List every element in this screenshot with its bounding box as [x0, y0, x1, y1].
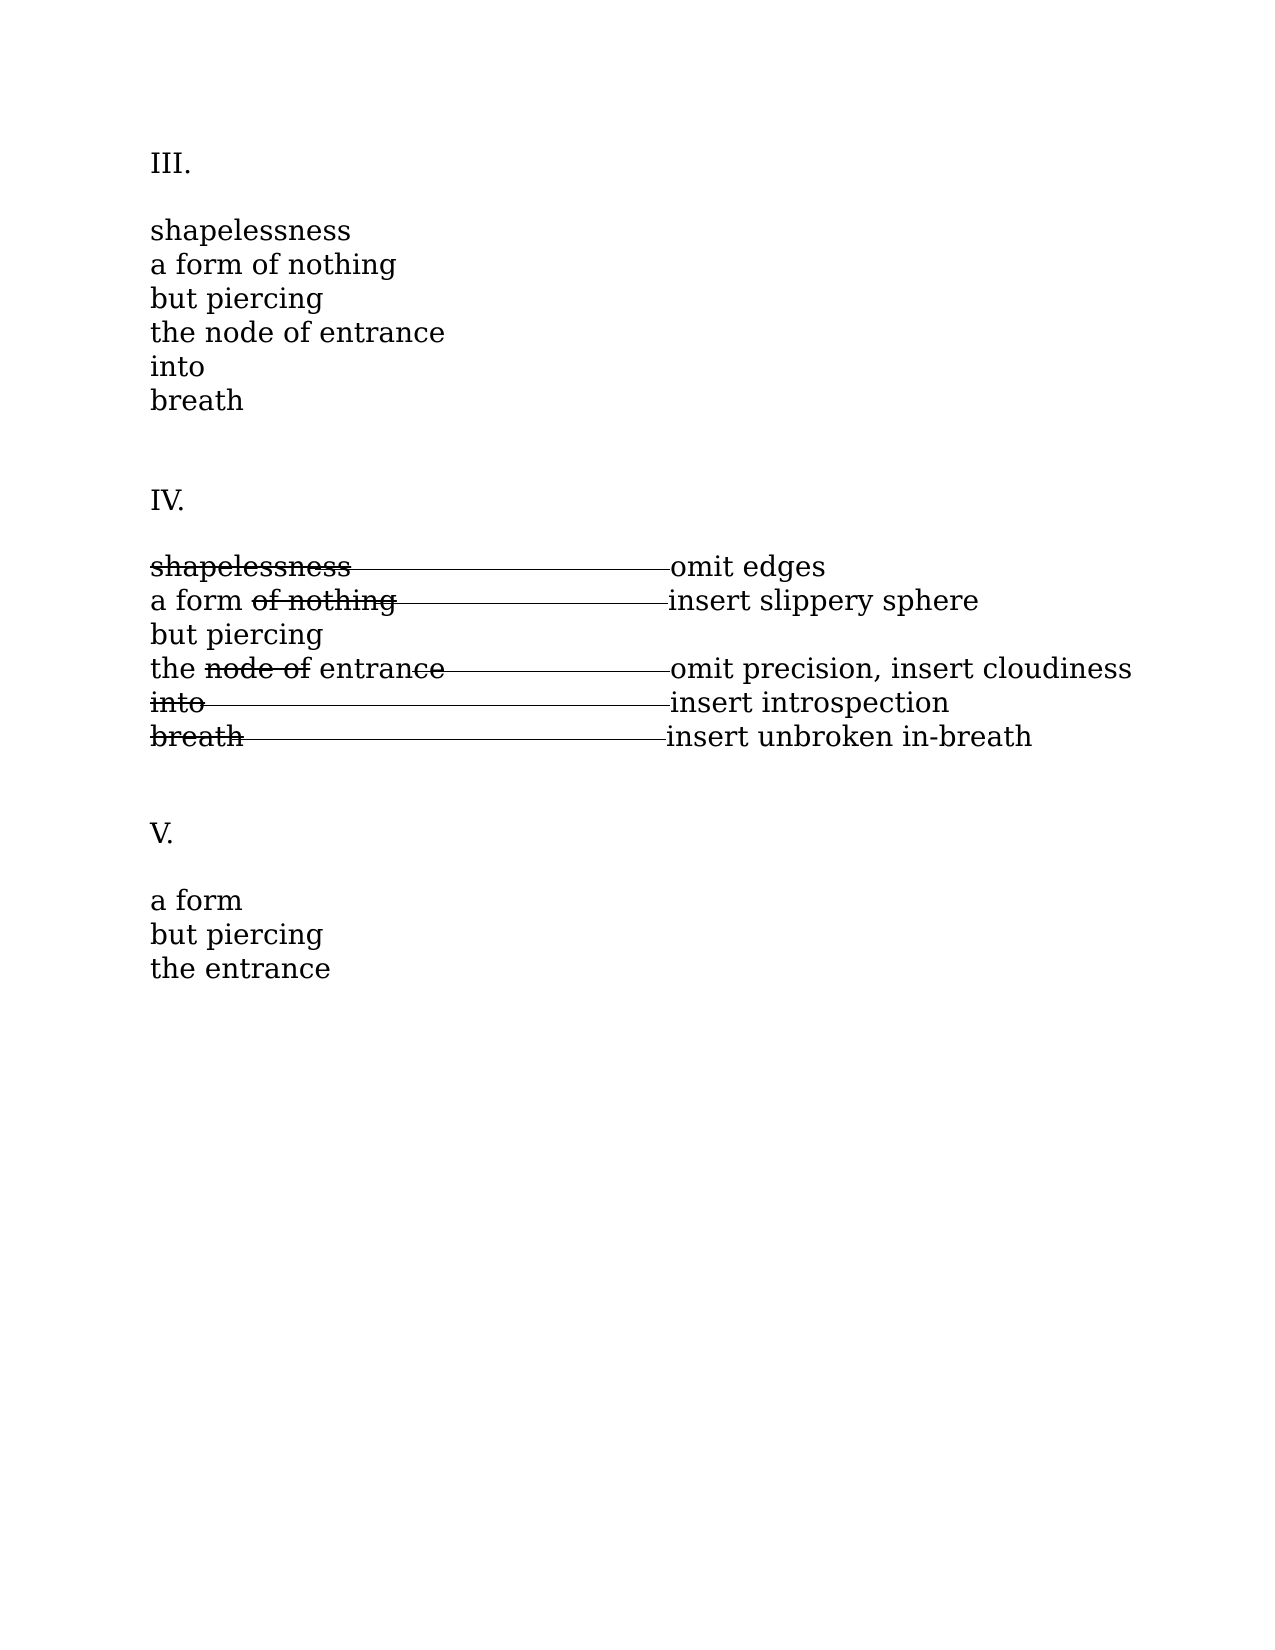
struck-text: breath — [150, 720, 244, 753]
edit-row-3-text: but piercing — [150, 618, 324, 651]
poem-line: a form of nothing — [150, 248, 397, 281]
edit-row-5-text — [150, 686, 205, 720]
poem-line: a form — [150, 884, 243, 917]
edit-note: insert unbroken in-breath — [666, 720, 1033, 753]
kept-text: a form — [150, 584, 252, 617]
struck-text: of nothing — [251, 584, 397, 617]
edit-note: omit edges — [670, 550, 826, 583]
connector-line — [412, 671, 670, 672]
poem-line: but piercing — [150, 918, 324, 951]
poem-line: shapelessness — [150, 214, 352, 247]
edit-row-4-text — [150, 652, 445, 686]
poem-line: breath — [150, 384, 244, 417]
edit-row-2-text — [150, 584, 397, 618]
section-heading-iv: IV. — [150, 484, 186, 517]
poem-line: the node of entrance — [150, 316, 446, 349]
edit-note: insert introspection — [670, 686, 950, 719]
struck-text: shapelessness — [150, 550, 352, 583]
section-heading-v: V. — [150, 817, 175, 850]
section-heading-iii: III. — [150, 147, 193, 180]
connector-line — [375, 603, 668, 604]
edit-note: insert slippery sphere — [668, 584, 980, 617]
struck-text: node of — [204, 652, 311, 685]
poem-line: into — [150, 350, 206, 383]
kept-text: entrance — [310, 652, 446, 685]
edit-note: omit precision, insert cloudiness — [670, 652, 1133, 685]
connector-line — [200, 705, 670, 706]
connector-line — [232, 739, 666, 740]
edit-row-6-text — [150, 720, 244, 754]
poem-line: the entrance — [150, 952, 331, 985]
poem-line: but piercing — [150, 282, 324, 315]
kept-text: the — [150, 652, 205, 685]
struck-text: into — [150, 686, 206, 719]
edit-row-1-text — [150, 550, 351, 584]
connector-line — [315, 569, 670, 570]
